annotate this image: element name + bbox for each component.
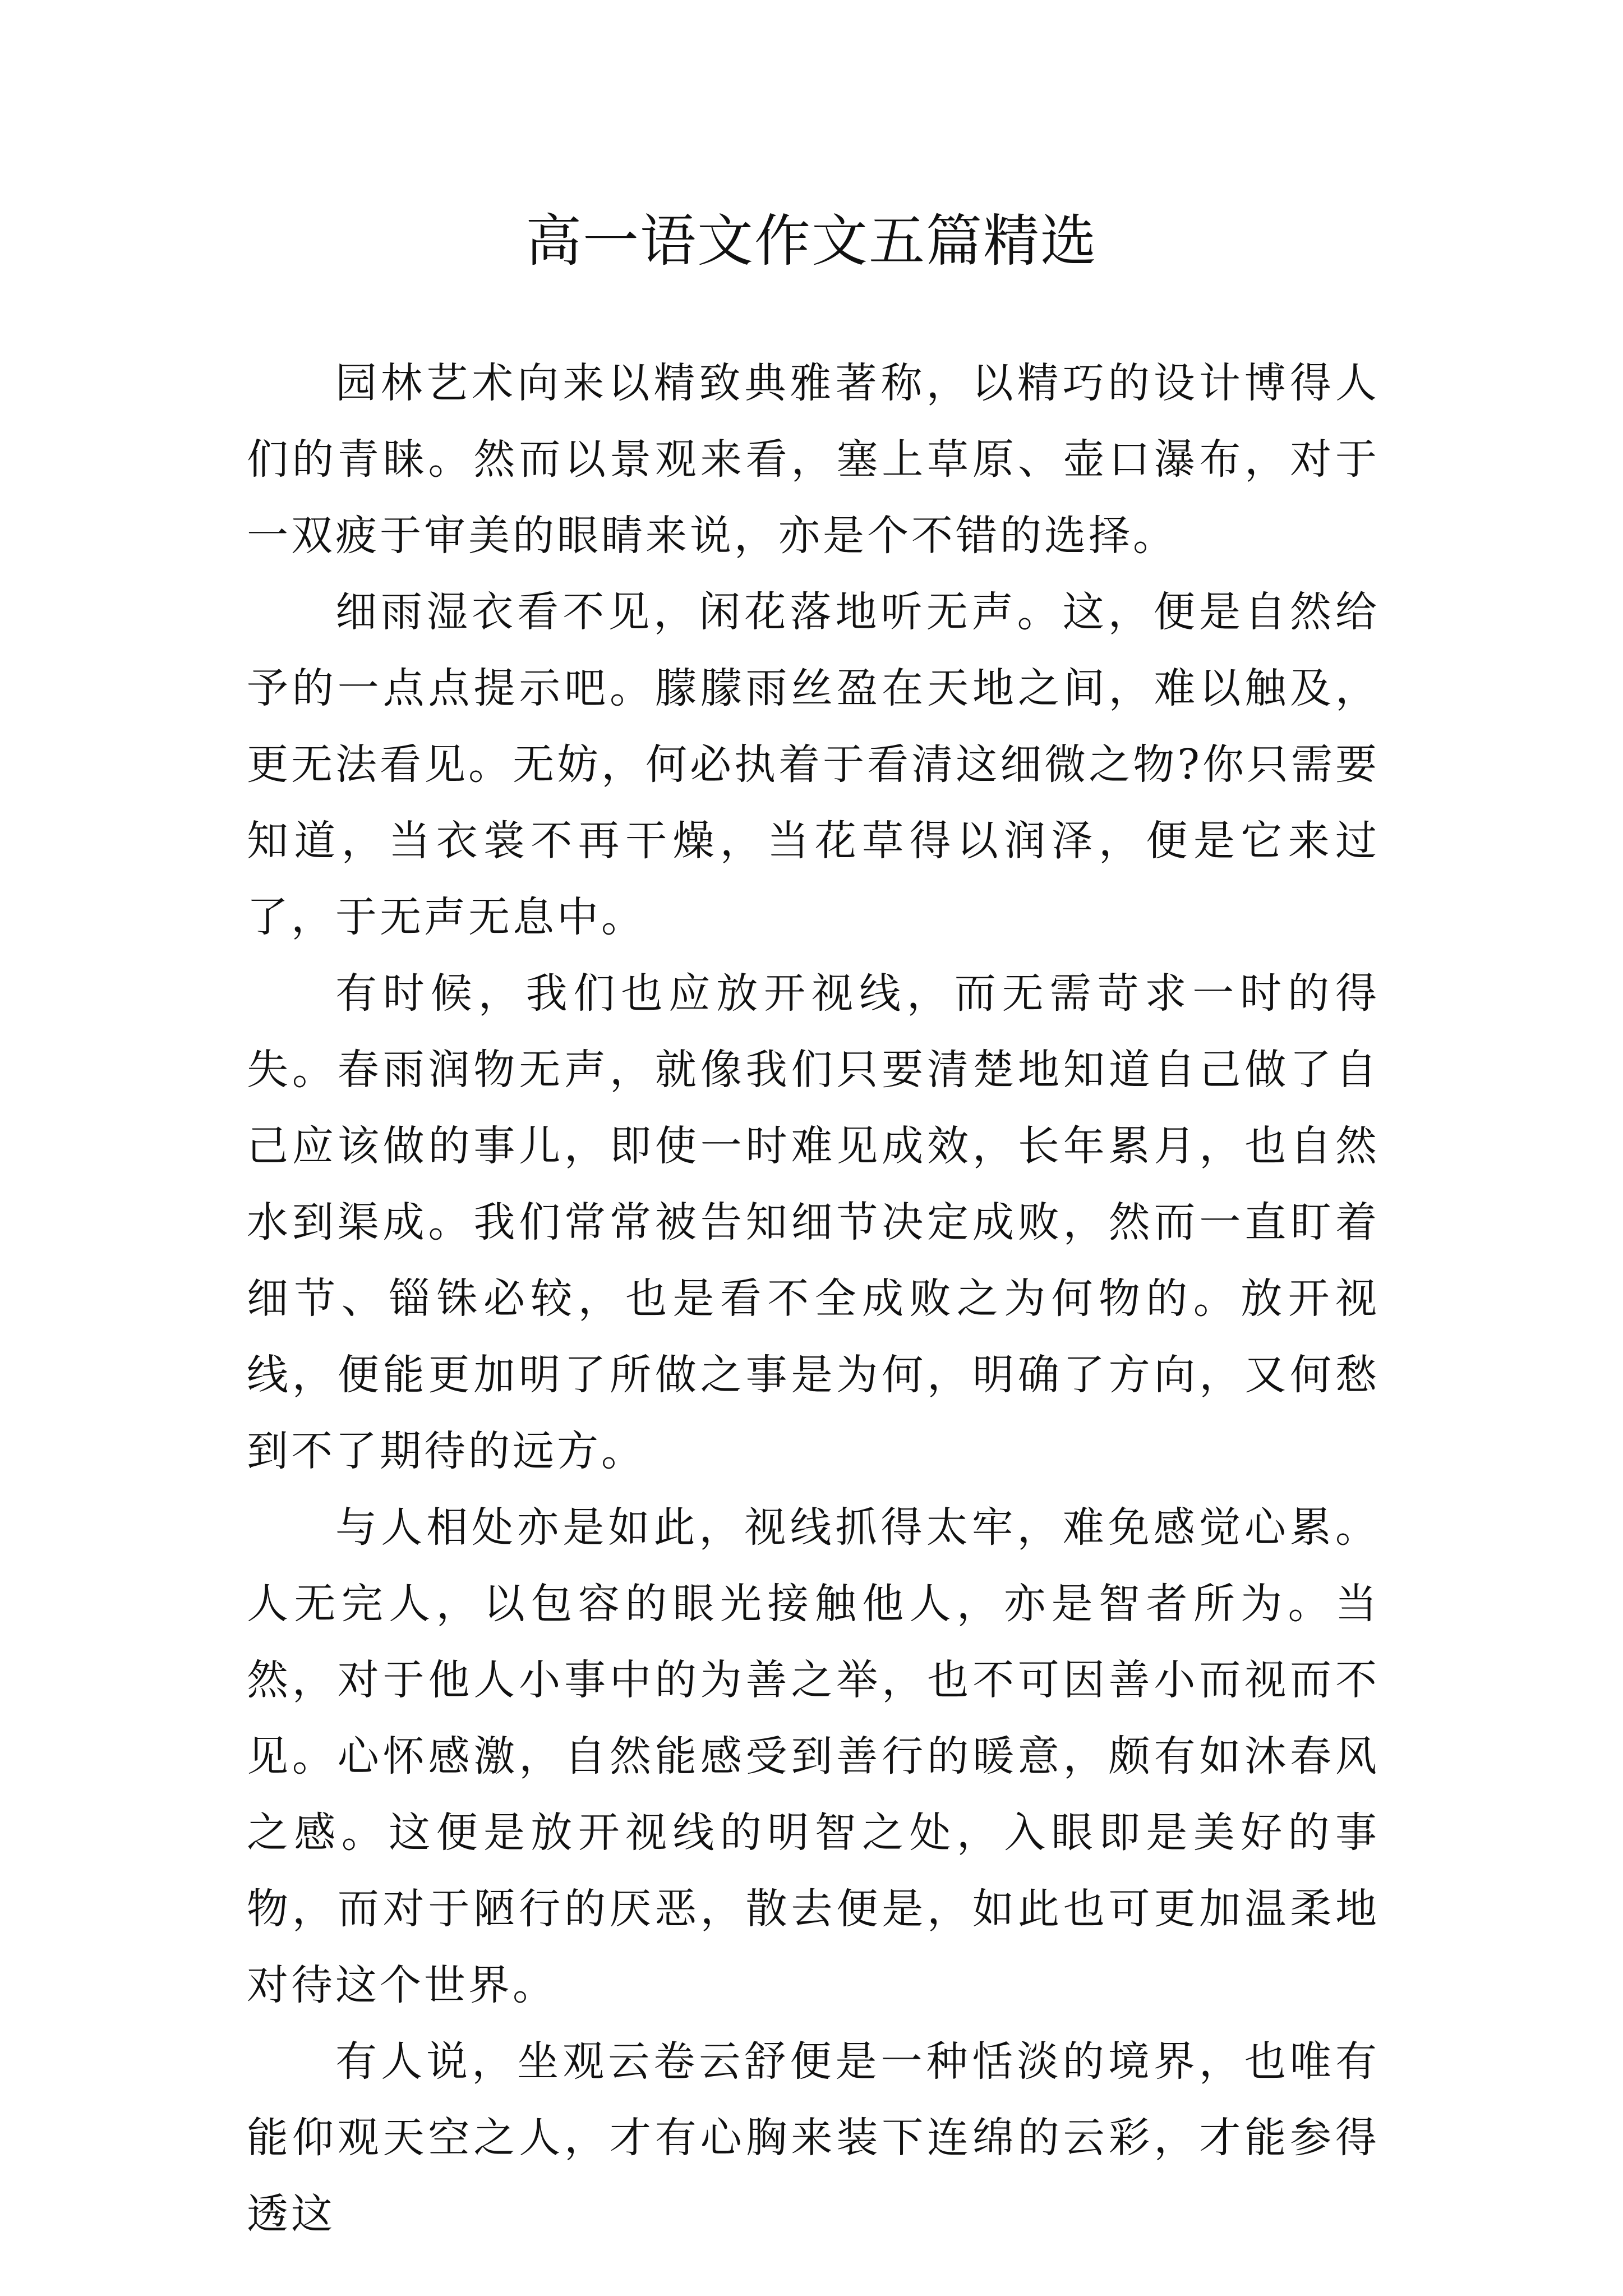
document-title: 高一语文作文五篇精选	[525, 208, 1098, 274]
paragraph-5: 有人说，坐观云卷云舒便是一种恬淡的境界，也唯有能仰观天空之人，才有心胸来装下连绵的云彩，才能参得透这	[247, 2037, 1380, 2238]
paragraph-3: 有时候，我们也应放开视线，而无需苛求一时的得失。春雨润物无声，就像我们只要清楚地知道自己做了自己应该做的事儿，即使一时难见成效，长年累月，也自然水到渠成。我们常常被告知细节决定成败，然而一直盯着细节、锱铢必较，也是看不全成败之为何物的。放开视线，便能更加明了所做之事是为何，明确了方向，又何愁到不了期待的远方。	[247, 969, 1380, 1475]
paragraph-2: 细雨湿衣看不见，闲花落地听无声。这，便是自然给予的一点点提示吧。朦朦雨丝盈在天地之间，难以触及，更无法看见。无妨，何必执着于看清这细微之物?你只需要知道，当衣裳不再干燥，当花草得以润泽，便是它来过了，于无声无息中。	[247, 588, 1380, 941]
paragraph-1: 园林艺术向来以精致典雅著称，以精巧的设计博得人们的青睐。然而以景观来看，塞上草原、壶口瀑布，对于一双疲于审美的眼睛来说，亦是个不错的选择。	[247, 359, 1380, 560]
document-body	[247, 345, 1380, 2252]
paragraph-4: 与人相处亦是如此，视线抓得太牢，难免感觉心累。人无完人，以包容的眼光接触他人，亦是智者所为。当然，对于他人小事中的为善之举，也不可因善小而视而不见。心怀感激，自然能感受到善行的暖意，颇有如沐春风之感。这便是放开视线的明智之处，入眼即是美好的事物，而对于陋行的厌恶，散去便是，如此也可更加温柔地对待这个世界。	[247, 1503, 1380, 2009]
